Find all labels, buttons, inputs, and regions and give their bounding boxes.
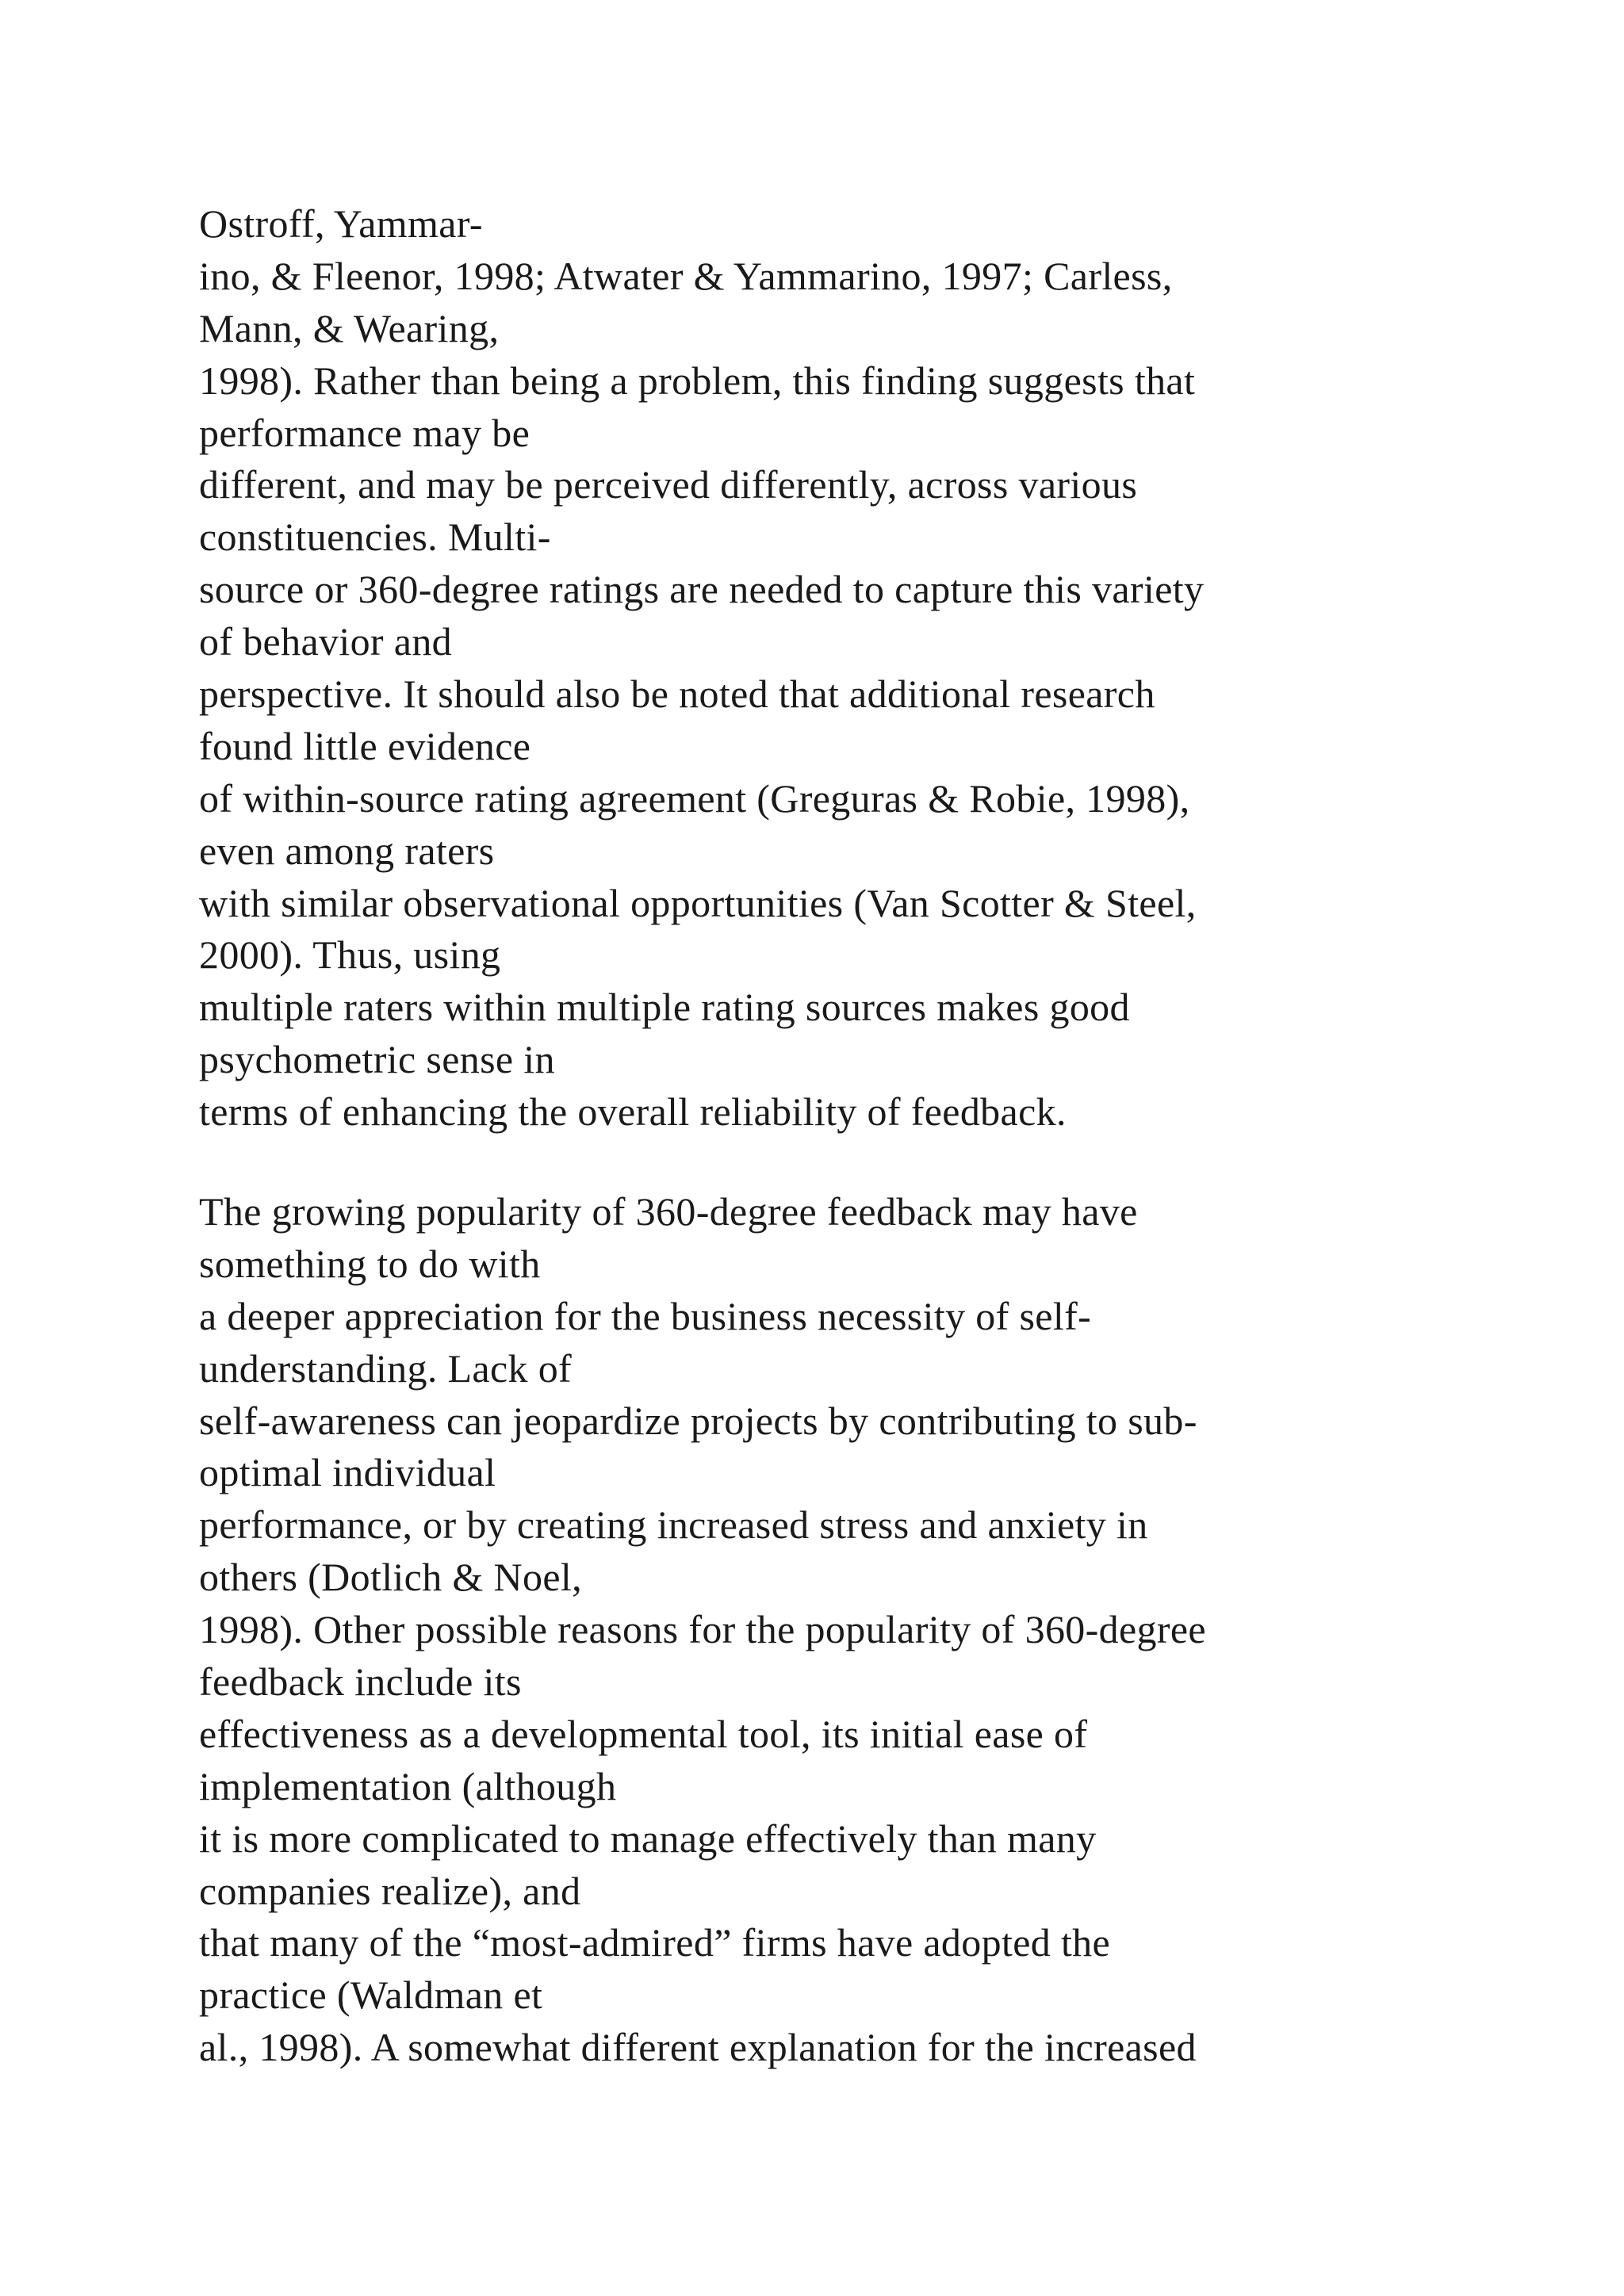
- text-line: understanding. Lack of: [199, 1345, 573, 1391]
- text-line: terms of enhancing the overall reliability of feedback.: [199, 1089, 1067, 1135]
- text-line: practice (Waldman et: [199, 1973, 543, 2018]
- text-line: 1998). Other possible reasons for the popularity of 360-degree: [199, 1607, 1206, 1652]
- text-line: 1998). Rather than being a problem, this finding suggests that: [199, 358, 1196, 403]
- text-line: performance may be: [199, 410, 530, 455]
- text-line: found little evidence: [199, 723, 531, 768]
- text-line: that many of the “most-admired” firms have adopted the: [199, 1920, 1111, 1965]
- text-line: implementation (although: [199, 1763, 617, 1808]
- text-line: al., 1998). A somewhat different explanation for the increased: [199, 2025, 1197, 2070]
- text-line: 2000). Thus, using: [199, 932, 501, 978]
- text-line: different, and may be perceived differently, across various: [199, 462, 1138, 507]
- text-line: of behavior and: [199, 619, 453, 664]
- text-line: even among raters: [199, 828, 495, 873]
- text-line: others (Dotlich & Noel,: [199, 1555, 582, 1600]
- text-line: perspective. It should also be noted that additional research: [199, 672, 1155, 717]
- text-line: ino, & Fleenor, 1998; Atwater & Yammarino, 1997; Carless,: [199, 253, 1173, 298]
- text-line: of within-source rating agreement (Greguras & Robie, 1998),: [199, 775, 1190, 821]
- text-line: constituencies. Multi-: [199, 515, 551, 560]
- text-line: The growing popularity of 360-degree feedback may have: [199, 1189, 1138, 1234]
- paragraph-1: [199, 198, 1507, 1138]
- paragraph-2: [199, 1186, 1507, 2074]
- text-line: multiple raters within multiple rating sources makes good: [199, 985, 1130, 1030]
- text-line: Ostroff, Yammar-: [199, 201, 483, 246]
- text-line: psychometric sense in: [199, 1037, 555, 1082]
- text-line: self-awareness can jeopardize projects by contributing to sub-: [199, 1398, 1197, 1443]
- text-line: feedback include its: [199, 1659, 522, 1705]
- text-line: effectiveness as a developmental tool, its initial ease of: [199, 1711, 1088, 1756]
- text-line: something to do with: [199, 1241, 541, 1286]
- text-line: companies realize), and: [199, 1868, 581, 1913]
- text-line: Mann, & Wearing,: [199, 305, 500, 350]
- text-line: it is more complicated to manage effectively than many: [199, 1816, 1097, 1861]
- text-line: performance, or by creating increased stress and anxiety in: [199, 1502, 1148, 1548]
- text-line: a deeper appreciation for the business necessity of self-: [199, 1293, 1092, 1338]
- text-line: source or 360-degree ratings are needed to capture this variety: [199, 567, 1205, 612]
- text-line: with similar observational opportunities (Van Scotter & Steel,: [199, 880, 1197, 925]
- text-line: optimal individual: [199, 1450, 496, 1495]
